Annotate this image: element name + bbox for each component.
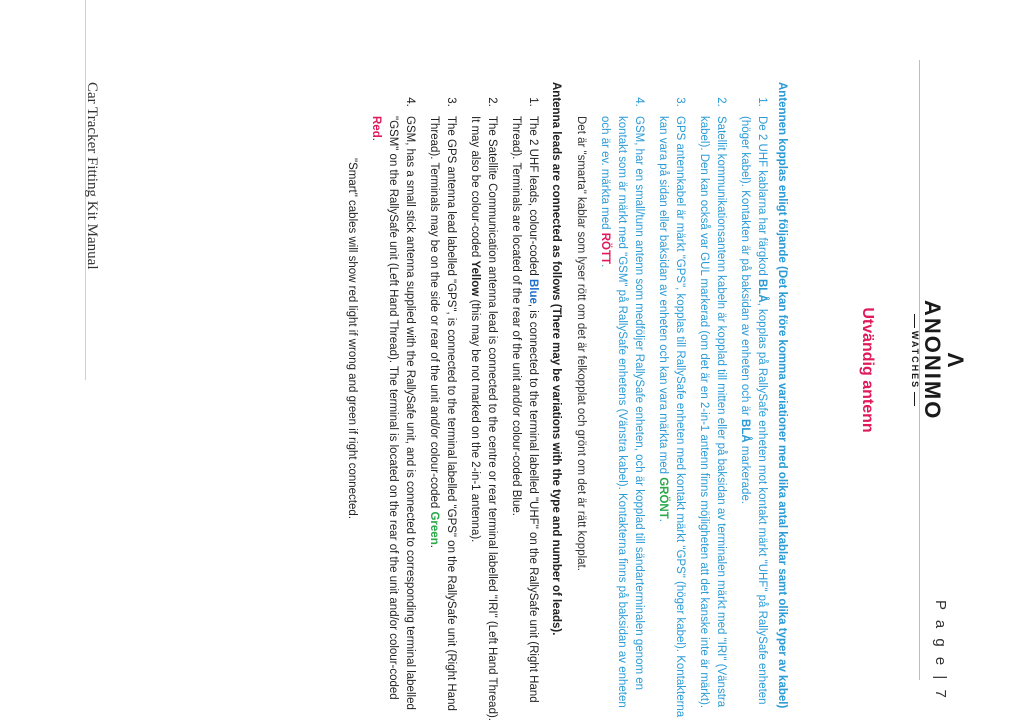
list-item: 1. De 2 UHF kablarna har färgkod BLÅ, kopplas på RallySafe enheten mot kontakt märkt "UHF" på RallySafe enheten (höger kabel). Kontakten är på baksidan av enheten och är BLÅ markerade. [736, 110, 770, 722]
swedish-list [596, 82, 770, 722]
list-item: 4. GSM, har en small/tunn antenn som medföljer RallySafe enheten, och är kopplad till sändarterminalen genom en kontakt som är märkt med "GSM" på RallySafe enhetens (Vänstra kabel). Kontakterna finns på baksidan av enheten och är ev. märkta med RÖTT. [596, 110, 647, 722]
header-rule [919, 60, 920, 680]
logo-mark-icon: Λ [943, 352, 968, 368]
main-content [343, 82, 790, 722]
english-list [367, 82, 541, 722]
list-item: 1. The 2 UHF leads, colour-coded Blue, is connected to the terminal labelled "UHF" on the RallySafe unit (Right Hand Thread). Terminals are located of the rear of the unit and/or colour-coded Blue. [507, 110, 541, 722]
list-item: 2. Satellit kommunikationsantenn kabeln är kopplad till mitten eller på baksidan av terminalen märkt med "IRI" (Vänstra kabel). Den kan också var GUL markerad (om det är en 2-in-1 antenn finns möjligheten att det kanske inte är märkt). [695, 110, 729, 722]
list-item: 2. The Satellite Communication antenna lead is connected to the centre or rear terminal labelled "IRI" (Left Hand Thread). It may also be colour-coded Yellow (this may be not marked on the 2-in-1 antenna). [466, 110, 500, 722]
list-item: 3. GPS antennkabel är märkt "GPS", kopplas till RallySafe enheten med kontakt märkt "GPS" (höger kabel). Kontakterna kan vara på sidan eller baksidan av enheten och kan vara märkta med GRÖNT. [654, 110, 688, 722]
page-number: P a g e | 7 [932, 600, 949, 701]
footer-title: Car Tracker Fitting Kit Manual [84, 82, 100, 270]
swedish-note: Det är "smarta" kablar som lyser rött om det är felkopplat och grönt om det är rätt kopplat. [575, 116, 587, 571]
swedish-heading: Antennen kopplas enligt följande (Det kan före komma variationer med olika antal kablar samt olika typer av kabel) [776, 82, 788, 709]
english-heading: Antenna leads are connected as follows (There may be variations with the type and number of leads). [550, 82, 562, 636]
list-item: 4. GSM, has a small stick antenna supplied with the RallySafe unit, and is connected to corresponding terminal labelled "GSM" on the RallySafe unit (Left Hand Thread). The terminal is located on the rear of the unit and/or colour-coded Red. [367, 110, 418, 722]
page-title: Utvändig antenn [859, 307, 876, 433]
logo-sub: WATCHES [910, 300, 920, 420]
list-item: 3. The GPS antenna lead labelled "GPS", is connected to the terminal labelled "GPS" on the RallySafe unit (Right Hand Thread). Terminals may be on the side or rear of the unit and/or colour-coded Green. [425, 110, 459, 722]
logo-name: ANONIMO [920, 300, 945, 421]
english-note: "Smart" cables will show red light if wrong and green if right connected. [346, 158, 358, 520]
